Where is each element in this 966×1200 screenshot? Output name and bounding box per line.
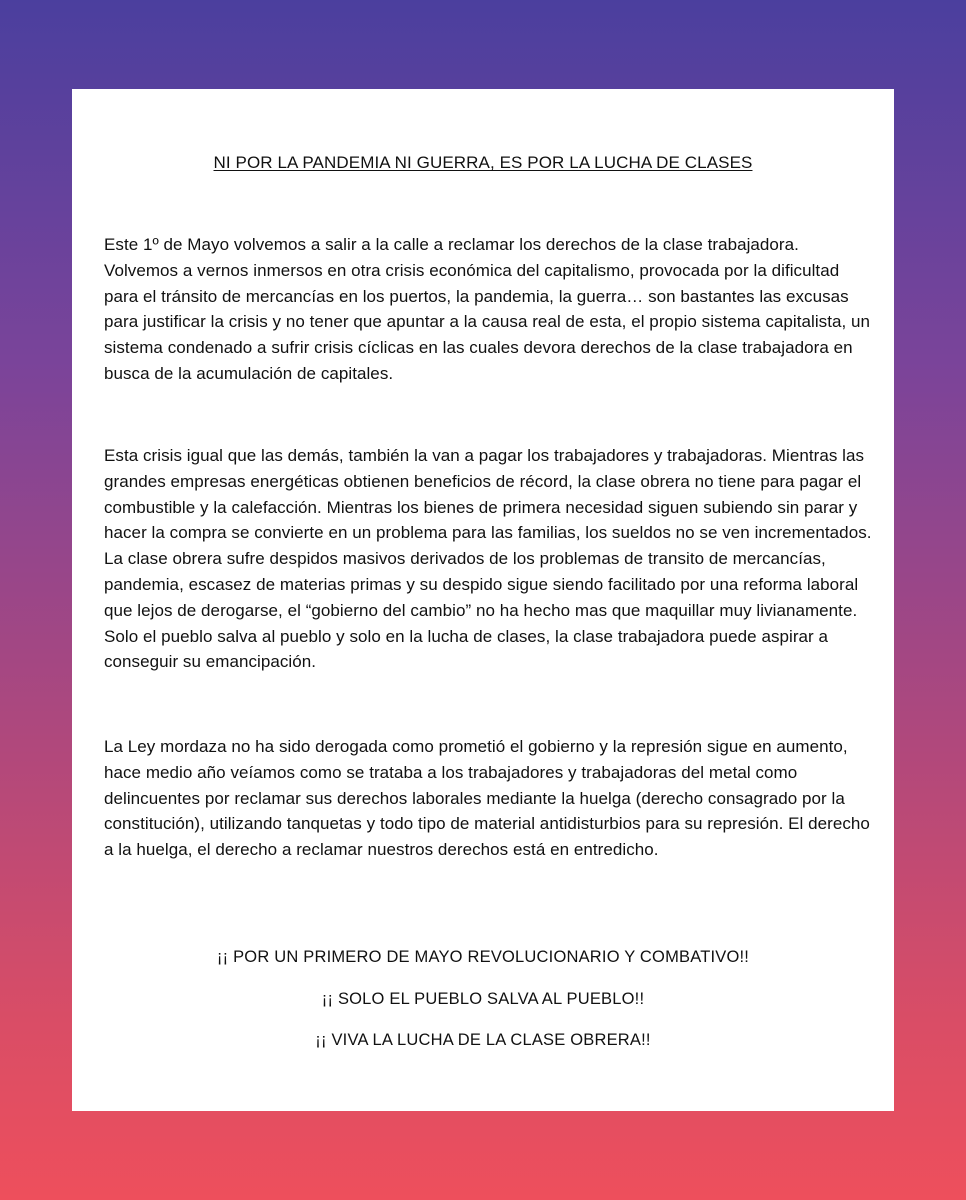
paragraph-ley-mordaza: La Ley mordaza no ha sido derogada como prometió el gobierno y la represión sigue en aumento, hace medio año veíamos como se trataba a los trabajadores y trabajadoras del metal como delincuentes por reclamar sus derechos laborales mediante la huelga (derecho consagrado por la constitución), utilizando tanquetas y todo tipo de material antidisturbios para su represión. El derecho a la huelga, el derecho a reclamar nuestros derechos está en entredicho.: [104, 737, 870, 860]
paragraph-crisis: Esta crisis igual que las demás, también la van a pagar los trabajadores y trabajadoras. Mientras las grandes empresas energéticas obtienen beneficios de récord, la clase obrera no tiene para pagar el combustible y la calefacción. Mientras los bienes de primera necesidad siguen subiendo sin parar y hacer la compra se convierte en un problema para las familias, los sueldos no se ven incrementados. La clase obrera sufre despidos masivos derivados de los problemas de transito de mercancías, pandemia, escasez de materias primas y su despido sigue siendo facilitado por una reforma laboral que lejos de derogarse, el “gobierno del cambio” no ha hecho mas que maquillar muy livianamente. Solo el pueblo salva al pueblo y solo en la lucha de clases, la clase trabajadora puede aspirar a conseguir su emancipación.: [104, 446, 872, 672]
document-title: NI POR LA PANDEMIA NI GUERRA, ES POR LA LUCHA DE CLASES: [213, 153, 753, 172]
slogan-primero-de-mayo: ¡¡ POR UN PRIMERO DE MAYO REVOLUCIONARIO Y COMBATIVO!!: [216, 948, 750, 966]
slogan-clase-obrera: ¡¡ VIVA LA LUCHA DE LA CLASE OBRERA!!: [315, 1031, 651, 1049]
slogan-pueblo: ¡¡ SOLO EL PUEBLO SALVA AL PUEBLO!!: [321, 990, 645, 1008]
paragraph-intro: Este 1º de Mayo volvemos a salir a la calle a reclamar los derechos de la clase trabajadora. Volvemos a vernos inmersos en otra crisis económica del capitalismo, provocada por la dificultad para el tránsito de mercancías en los puertos, la pandemia, la guerra… son bastantes las excusas para justificar la crisis y no tener que apuntar a la causa real de esta, el propio sistema capitalista, un sistema condenado a sufrir crisis cíclicas en las cuales devora derechos de la clase trabajadora en busca de la acumulación de capitales.: [104, 235, 871, 383]
document-page: [72, 89, 894, 1111]
